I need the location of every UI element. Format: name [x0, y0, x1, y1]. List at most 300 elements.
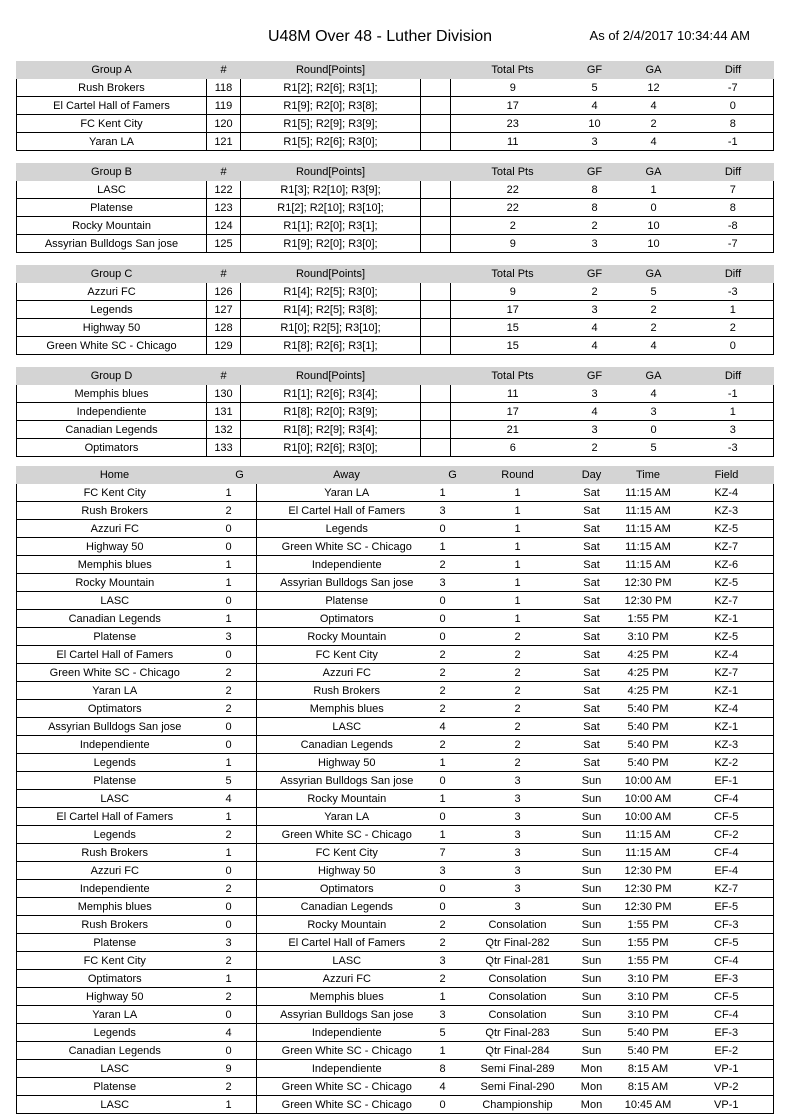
schedule-row [17, 772, 774, 790]
away-goals: 2 [437, 646, 469, 664]
away-goals: 0 [437, 898, 469, 916]
team-name: Highway 50 [17, 319, 207, 337]
team-number: 125 [207, 235, 241, 253]
goals-against: 12 [615, 79, 693, 97]
round: 2 [469, 718, 567, 736]
team-number: 121 [207, 133, 241, 151]
day: Sat [567, 628, 617, 646]
total-points: 11 [451, 385, 575, 403]
day: Sun [567, 844, 617, 862]
goals-for: 8 [575, 181, 615, 199]
col-ga: GA [615, 62, 693, 79]
goals-for: 4 [575, 97, 615, 115]
home-team: Optimators [17, 970, 213, 988]
schedule-row [17, 610, 774, 628]
day: Sun [567, 772, 617, 790]
col-round-points: Round[Points] [241, 164, 421, 181]
round: Qtr Final-284 [469, 1042, 567, 1060]
field: CF-4 [680, 790, 774, 808]
team-number: 124 [207, 217, 241, 235]
time: 10:45 AM [617, 1096, 680, 1114]
away-team: Highway 50 [257, 862, 437, 880]
away-team: Green White SC - Chicago [257, 826, 437, 844]
group-team-row [17, 283, 774, 301]
round-points: R1[5]; R2[6]; R3[0]; [241, 133, 421, 151]
total-points: 9 [451, 283, 575, 301]
away-goals: 8 [437, 1060, 469, 1078]
time: 3:10 PM [617, 628, 680, 646]
away-goals: 2 [437, 916, 469, 934]
group-name: Group D [17, 368, 207, 385]
round: 2 [469, 646, 567, 664]
home-team: Legends [17, 754, 213, 772]
away-team: Memphis blues [257, 988, 437, 1006]
goal-diff: 2 [693, 319, 774, 337]
home-goals: 0 [223, 520, 257, 538]
round-points: R1[5]; R2[9]; R3[9]; [241, 115, 421, 133]
away-team: Optimators [257, 880, 437, 898]
away-goals: 0 [437, 772, 469, 790]
day: Sun [567, 808, 617, 826]
home-team: Platense [17, 1078, 213, 1096]
home-team: Rocky Mountain [17, 574, 213, 592]
group-team-row [17, 319, 774, 337]
goal-diff: -1 [693, 385, 774, 403]
away-team: Green White SC - Chicago [257, 538, 437, 556]
round: 1 [469, 610, 567, 628]
schedule-row [17, 934, 774, 952]
col-num: # [207, 368, 241, 385]
away-goals: 1 [437, 826, 469, 844]
time: 3:10 PM [617, 988, 680, 1006]
group-team-row [17, 403, 774, 421]
schedule-row [17, 592, 774, 610]
schedule-row [17, 484, 774, 502]
field: KZ-5 [680, 520, 774, 538]
schedule-row [17, 970, 774, 988]
away-goals: 2 [437, 664, 469, 682]
team-name: Platense [17, 199, 207, 217]
schedule-col-day: Day [567, 467, 617, 484]
field: KZ-7 [680, 664, 774, 682]
col-total-pts: Total Pts [451, 62, 575, 79]
time: 3:10 PM [617, 1006, 680, 1024]
away-goals: 0 [437, 628, 469, 646]
schedule-row [17, 844, 774, 862]
home-goals: 1 [223, 484, 257, 502]
time: 1:55 PM [617, 952, 680, 970]
time: 3:10 PM [617, 970, 680, 988]
time: 11:15 AM [617, 484, 680, 502]
schedule-row [17, 718, 774, 736]
home-goals: 0 [223, 736, 257, 754]
goal-diff: 1 [693, 301, 774, 319]
away-team: Rush Brokers [257, 682, 437, 700]
away-goals: 0 [437, 808, 469, 826]
away-team: Assyrian Bulldogs San jose [257, 772, 437, 790]
round: 2 [469, 682, 567, 700]
day: Sat [567, 682, 617, 700]
team-number: 119 [207, 97, 241, 115]
home-goals: 0 [223, 862, 257, 880]
field: VP-1 [680, 1060, 774, 1078]
time: 12:30 PM [617, 898, 680, 916]
goal-diff: -3 [693, 439, 774, 457]
schedule-col-away-goals: G [437, 467, 469, 484]
total-points: 17 [451, 301, 575, 319]
goals-for: 3 [575, 301, 615, 319]
home-goals: 0 [223, 538, 257, 556]
team-name: LASC [17, 181, 207, 199]
day: Sun [567, 1042, 617, 1060]
home-goals: 1 [223, 970, 257, 988]
group-team-row [17, 301, 774, 319]
schedule-row [17, 1078, 774, 1096]
round: Championship [469, 1096, 567, 1114]
schedule-row [17, 754, 774, 772]
goals-for: 2 [575, 217, 615, 235]
goal-diff: -3 [693, 283, 774, 301]
away-goals: 4 [437, 1078, 469, 1096]
day: Sun [567, 1024, 617, 1042]
schedule-row [17, 556, 774, 574]
away-team: Rocky Mountain [257, 790, 437, 808]
day: Sat [567, 736, 617, 754]
away-team: Canadian Legends [257, 736, 437, 754]
time: 4:25 PM [617, 664, 680, 682]
team-number: 127 [207, 301, 241, 319]
time: 1:55 PM [617, 916, 680, 934]
away-team: Platense [257, 592, 437, 610]
as-of-timestamp: As of 2/4/2017 10:34:44 AM [589, 28, 750, 43]
home-team: Memphis blues [17, 898, 213, 916]
goals-for: 3 [575, 421, 615, 439]
field: KZ-1 [680, 610, 774, 628]
field: KZ-6 [680, 556, 774, 574]
field: EF-3 [680, 1024, 774, 1042]
home-goals: 2 [223, 880, 257, 898]
group-team-row [17, 385, 774, 403]
round: 3 [469, 880, 567, 898]
field: KZ-4 [680, 700, 774, 718]
team-number: 129 [207, 337, 241, 355]
time: 10:00 AM [617, 772, 680, 790]
goals-against: 4 [615, 337, 693, 355]
away-goals: 1 [437, 988, 469, 1006]
away-team: LASC [257, 718, 437, 736]
field: EF-4 [680, 862, 774, 880]
day: Sun [567, 934, 617, 952]
away-goals: 2 [437, 682, 469, 700]
away-team: FC Kent City [257, 646, 437, 664]
schedule-row [17, 988, 774, 1006]
schedule-table [16, 466, 774, 1114]
col-ga: GA [615, 266, 693, 283]
goals-against: 0 [615, 421, 693, 439]
group-header-row [17, 266, 774, 283]
schedule-col-round: Round [469, 467, 567, 484]
home-team: Platense [17, 772, 213, 790]
home-team: Rush Brokers [17, 502, 213, 520]
col-round-points: Round[Points] [241, 266, 421, 283]
day: Sun [567, 790, 617, 808]
away-team: Optimators [257, 610, 437, 628]
away-goals: 0 [437, 1096, 469, 1114]
total-points: 9 [451, 235, 575, 253]
group-team-row [17, 235, 774, 253]
time: 11:15 AM [617, 826, 680, 844]
group-team-row [17, 115, 774, 133]
away-team: Azzuri FC [257, 664, 437, 682]
home-team: Highway 50 [17, 988, 213, 1006]
round: 3 [469, 808, 567, 826]
time: 8:15 AM [617, 1060, 680, 1078]
round: 1 [469, 520, 567, 538]
round: 1 [469, 556, 567, 574]
day: Sat [567, 592, 617, 610]
goals-for: 5 [575, 79, 615, 97]
day: Sat [567, 574, 617, 592]
schedule-header-row [17, 467, 774, 484]
home-goals: 1 [223, 754, 257, 772]
schedule-row [17, 1060, 774, 1078]
round: Qtr Final-282 [469, 934, 567, 952]
team-number: 133 [207, 439, 241, 457]
schedule-row [17, 502, 774, 520]
round: Semi Final-290 [469, 1078, 567, 1096]
total-points: 15 [451, 319, 575, 337]
field: KZ-7 [680, 880, 774, 898]
col-num: # [207, 62, 241, 79]
schedule-row [17, 646, 774, 664]
round: Consolation [469, 916, 567, 934]
schedule-row [17, 520, 774, 538]
goals-for: 2 [575, 439, 615, 457]
goals-for: 8 [575, 199, 615, 217]
col-total-pts: Total Pts [451, 164, 575, 181]
away-team: FC Kent City [257, 844, 437, 862]
away-team: Independiente [257, 1024, 437, 1042]
home-team: Independiente [17, 880, 213, 898]
round-points: R1[8]; R2[6]; R3[1]; [241, 337, 421, 355]
field: KZ-7 [680, 538, 774, 556]
group-team-row [17, 181, 774, 199]
field: CF-4 [680, 844, 774, 862]
field: EF-2 [680, 1042, 774, 1060]
goal-diff: 3 [693, 421, 774, 439]
team-number: 126 [207, 283, 241, 301]
total-points: 21 [451, 421, 575, 439]
away-team: LASC [257, 952, 437, 970]
round-points: R1[0]; R2[6]; R3[0]; [241, 439, 421, 457]
goals-against: 10 [615, 217, 693, 235]
home-team: El Cartel Hall of Famers [17, 646, 213, 664]
home-goals: 0 [223, 1042, 257, 1060]
home-goals: 0 [223, 646, 257, 664]
home-goals: 1 [223, 574, 257, 592]
away-goals: 1 [437, 790, 469, 808]
home-team: Independiente [17, 736, 213, 754]
goals-against: 4 [615, 97, 693, 115]
col-ga: GA [615, 164, 693, 181]
away-team: Yaran LA [257, 808, 437, 826]
round: 1 [469, 484, 567, 502]
field: KZ-5 [680, 574, 774, 592]
round-points: R1[8]; R2[9]; R3[4]; [241, 421, 421, 439]
field: CF-4 [680, 952, 774, 970]
col-num: # [207, 164, 241, 181]
team-name: Rocky Mountain [17, 217, 207, 235]
away-goals: 0 [437, 610, 469, 628]
home-goals: 2 [223, 682, 257, 700]
away-goals: 7 [437, 844, 469, 862]
round: 2 [469, 736, 567, 754]
home-goals: 2 [223, 664, 257, 682]
round-points: R1[8]; R2[0]; R3[9]; [241, 403, 421, 421]
round-points: R1[2]; R2[6]; R3[1]; [241, 79, 421, 97]
away-team: Yaran LA [257, 484, 437, 502]
round-points: R1[0]; R2[5]; R3[10]; [241, 319, 421, 337]
home-goals: 1 [223, 610, 257, 628]
home-goals: 3 [223, 628, 257, 646]
away-team: Independiente [257, 556, 437, 574]
schedule-col-field: Field [680, 467, 774, 484]
away-team: Azzuri FC [257, 970, 437, 988]
round: Consolation [469, 1006, 567, 1024]
away-team: Green White SC - Chicago [257, 1042, 437, 1060]
round-points: R1[1]; R2[6]; R3[4]; [241, 385, 421, 403]
round: 2 [469, 628, 567, 646]
schedule-row [17, 682, 774, 700]
home-goals: 9 [223, 1060, 257, 1078]
home-goals: 1 [223, 556, 257, 574]
home-goals: 1 [223, 808, 257, 826]
away-goals: 3 [437, 862, 469, 880]
goals-for: 2 [575, 283, 615, 301]
field: KZ-4 [680, 646, 774, 664]
home-team: Platense [17, 934, 213, 952]
day: Sun [567, 970, 617, 988]
round: 3 [469, 826, 567, 844]
day: Mon [567, 1096, 617, 1114]
total-points: 2 [451, 217, 575, 235]
col-ga: GA [615, 368, 693, 385]
time: 11:15 AM [617, 844, 680, 862]
schedule-col-home-goals: G [223, 467, 257, 484]
home-team: Green White SC - Chicago [17, 664, 213, 682]
field: KZ-1 [680, 718, 774, 736]
goals-for: 3 [575, 235, 615, 253]
home-goals: 5 [223, 772, 257, 790]
total-points: 17 [451, 97, 575, 115]
schedule-row [17, 898, 774, 916]
goals-for: 3 [575, 385, 615, 403]
goal-diff: 8 [693, 115, 774, 133]
field: KZ-2 [680, 754, 774, 772]
group-team-row [17, 97, 774, 115]
round-points: R1[9]; R2[0]; R3[8]; [241, 97, 421, 115]
day: Sun [567, 826, 617, 844]
col-diff: Diff [693, 266, 774, 283]
team-number: 128 [207, 319, 241, 337]
team-name: El Cartel Hall of Famers [17, 97, 207, 115]
round: 3 [469, 898, 567, 916]
goals-against: 2 [615, 301, 693, 319]
time: 11:15 AM [617, 556, 680, 574]
away-goals: 1 [437, 484, 469, 502]
home-goals: 0 [223, 1006, 257, 1024]
col-num: # [207, 266, 241, 283]
total-points: 22 [451, 199, 575, 217]
home-goals: 3 [223, 934, 257, 952]
away-goals: 2 [437, 934, 469, 952]
away-team: Green White SC - Chicago [257, 1078, 437, 1096]
day: Sat [567, 754, 617, 772]
field: EF-3 [680, 970, 774, 988]
home-team: Rush Brokers [17, 844, 213, 862]
team-name: Memphis blues [17, 385, 207, 403]
time: 8:15 AM [617, 1078, 680, 1096]
group-standings-table [16, 265, 774, 355]
schedule-row [17, 1024, 774, 1042]
goal-diff: 0 [693, 337, 774, 355]
time: 1:55 PM [617, 934, 680, 952]
group-team-row [17, 217, 774, 235]
schedule-col-time: Time [617, 467, 680, 484]
schedule-col-home: Home [17, 467, 213, 484]
away-goals: 4 [437, 718, 469, 736]
home-team: LASC [17, 790, 213, 808]
time: 11:15 AM [617, 538, 680, 556]
group-team-row [17, 337, 774, 355]
team-name: Azzuri FC [17, 283, 207, 301]
away-goals: 0 [437, 520, 469, 538]
goals-against: 2 [615, 319, 693, 337]
day: Sat [567, 520, 617, 538]
time: 12:30 PM [617, 880, 680, 898]
group-standings-table [16, 367, 774, 457]
round-points: R1[1]; R2[0]; R3[1]; [241, 217, 421, 235]
home-team: LASC [17, 1060, 213, 1078]
day: Sat [567, 718, 617, 736]
goal-diff: 8 [693, 199, 774, 217]
total-points: 23 [451, 115, 575, 133]
field: KZ-1 [680, 682, 774, 700]
team-name: Assyrian Bulldogs San jose [17, 235, 207, 253]
time: 5:40 PM [617, 1042, 680, 1060]
home-goals: 1 [223, 1096, 257, 1114]
field: CF-5 [680, 808, 774, 826]
home-team: Assyrian Bulldogs San jose [17, 718, 213, 736]
home-goals: 4 [223, 1024, 257, 1042]
team-name: Optimators [17, 439, 207, 457]
home-team: FC Kent City [17, 952, 213, 970]
schedule-col-away: Away [257, 467, 437, 484]
away-team: Assyrian Bulldogs San jose [257, 1006, 437, 1024]
home-team: El Cartel Hall of Famers [17, 808, 213, 826]
time: 12:30 PM [617, 574, 680, 592]
field: KZ-4 [680, 484, 774, 502]
day: Sat [567, 664, 617, 682]
col-total-pts: Total Pts [451, 266, 575, 283]
home-goals: 2 [223, 1078, 257, 1096]
goals-against: 10 [615, 235, 693, 253]
goals-for: 10 [575, 115, 615, 133]
away-team: El Cartel Hall of Famers [257, 502, 437, 520]
col-gf: GF [575, 266, 615, 283]
goal-diff: 0 [693, 97, 774, 115]
away-goals: 0 [437, 880, 469, 898]
